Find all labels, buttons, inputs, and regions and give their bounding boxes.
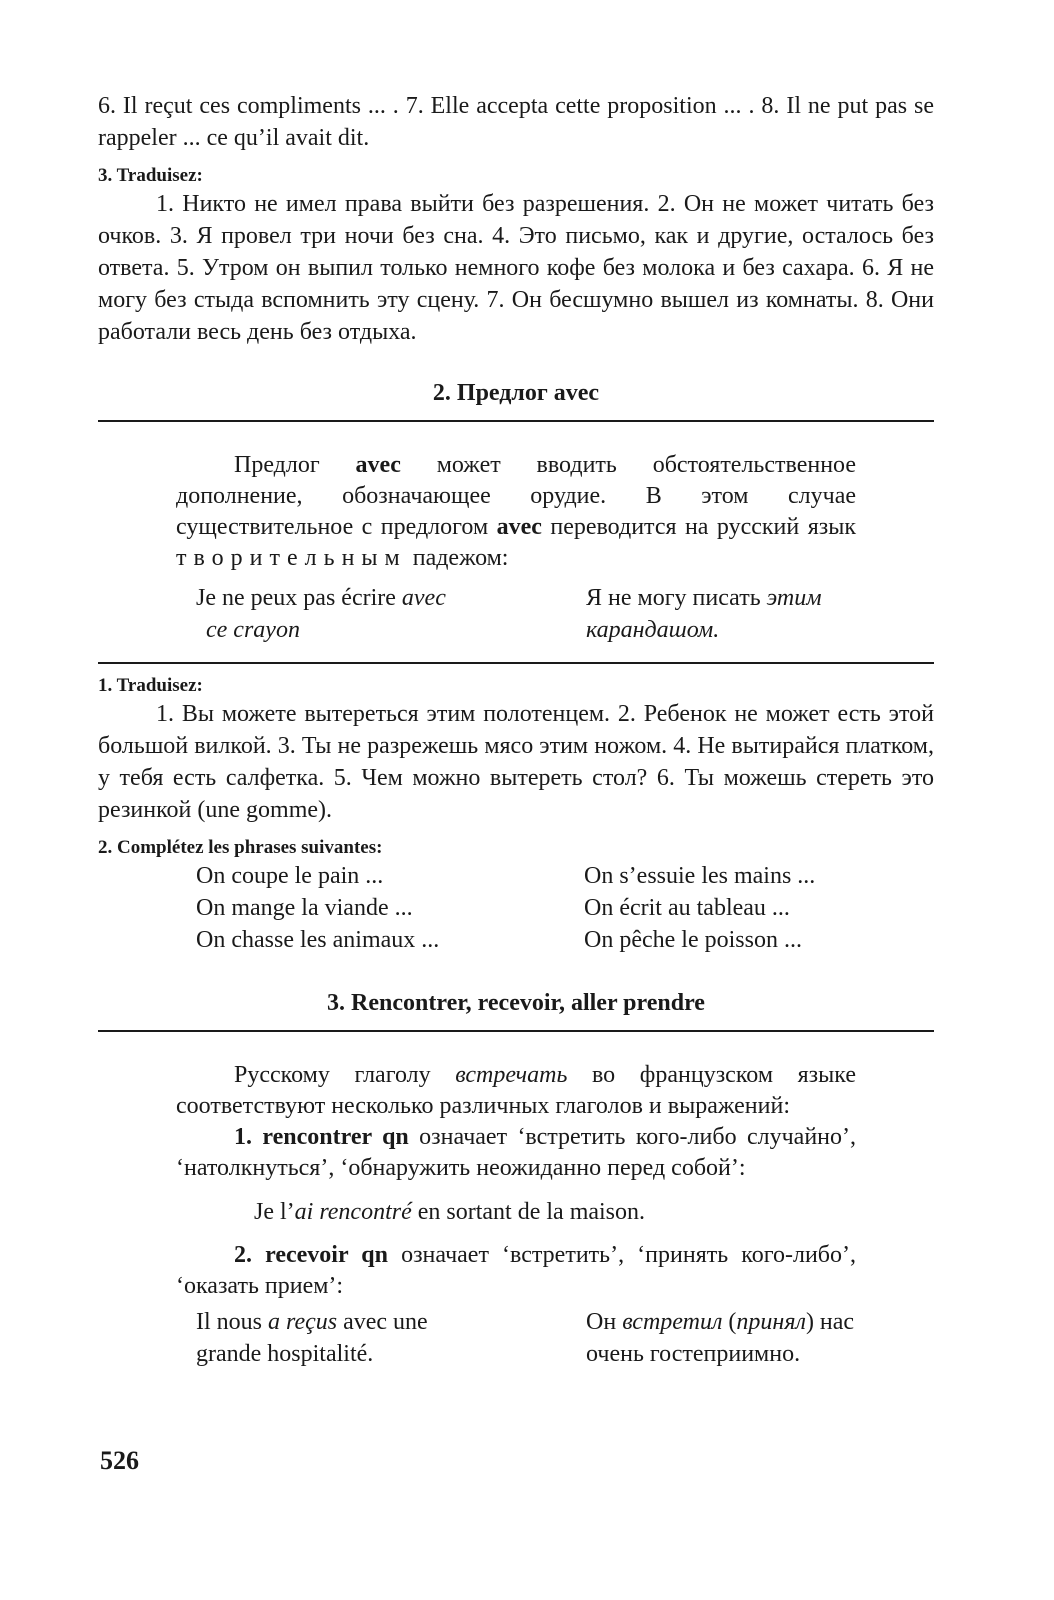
example-italic: принял (736, 1309, 806, 1335)
rule-text-part: означает ‘встретить’, ‘принять кого-либо’, ‘оказать прием’: (176, 1242, 856, 1299)
example-french (98, 582, 586, 646)
page-number: 526 (100, 1446, 139, 1475)
completion-item: On pêche le poisson ... (584, 927, 802, 953)
rule-term: 2. recevoir qn (234, 1242, 388, 1268)
completion-item: On coupe le pain ... (196, 863, 384, 889)
example-text: Je ne peux pas écrire (196, 585, 402, 611)
example-text: avec une (337, 1309, 428, 1335)
rule-box (98, 1060, 934, 1184)
completion-item: On s’essuie les mains ... (584, 863, 816, 889)
completion-item: On écrit au tableau ... (584, 895, 790, 921)
exercise-heading: 3. Traduisez: (98, 165, 203, 186)
rule-text (176, 1060, 856, 1122)
example-russian (586, 582, 934, 646)
rule-text-part: переводится на русский язык (541, 514, 856, 540)
example-italic: avec (401, 585, 446, 611)
rule-keyword: avec (355, 452, 401, 478)
example-russian (586, 1306, 934, 1370)
example-text: en sortant de la maison. (411, 1199, 646, 1225)
rule-text-part: Русскому глаголу (234, 1062, 456, 1088)
example-italic: встретил (622, 1309, 723, 1335)
example-italic: ce crayon (206, 617, 300, 643)
completion-item: On mange la viande ... (196, 895, 413, 921)
completion-columns (98, 860, 934, 956)
rule-text-part: падежом: (406, 545, 509, 571)
rule-box (98, 1240, 934, 1302)
rule-text-part: означает ‘встретить кого-либо случайно’, ‘натолкнуться’, ‘обнаружить неожиданно перед собой’: (176, 1124, 856, 1181)
example-text: Он (586, 1309, 623, 1335)
rule-text-part: Предлог (234, 452, 356, 478)
example-text: Я не могу писать (586, 585, 767, 611)
rule-text-part: может вводить обстоятельственное дополнение, обозначающее орудие. В этом случае существительное с предлогом (176, 452, 856, 540)
continuation-text: 6. Il reçut ces compliments ... . 7. Elle accepta cette proposition ... . 8. Il ne put pas se rappeler ... ce qu’il avait dit. (98, 93, 934, 151)
completion-item: On chasse les animaux ... (196, 927, 440, 953)
example-sentence (98, 1196, 934, 1228)
example-french (98, 1306, 586, 1370)
rule-text (176, 450, 856, 574)
example-text: Il nous (196, 1309, 268, 1335)
rule-italic: встречать (455, 1062, 568, 1088)
example-pair (98, 1306, 934, 1370)
example-italic: этим (766, 585, 822, 611)
section-title: 3. Rencontrer, recevoir, aller prendre (98, 988, 934, 1032)
rule-item (176, 1122, 856, 1184)
rule-box (98, 450, 934, 574)
exercise-text: 1. Вы можете вытереться этим полотенцем. 2. Ребенок не может есть этой большой вилкой. 3. Ты не разрежешь мясо этим ножом. 4. Не вытирайся платком, у тебя есть салфетка. 5. Чем можно вытереть стол? 6. Ты можешь стереть это резинкой (une gomme). (98, 701, 934, 823)
example-italic: карандашом. (586, 617, 720, 643)
example-text: ) нас (805, 1309, 855, 1335)
example-pair (98, 582, 934, 646)
example-text: Je l’ (254, 1199, 295, 1225)
completion-right (584, 860, 815, 956)
rule-keyword: avec (496, 514, 542, 540)
exercise-heading: 2. Complétez les phrases suivantes: (98, 837, 383, 858)
example-text: grande hospitalité. (196, 1341, 374, 1367)
page-content (98, 90, 934, 1370)
example-italic: a reçus (268, 1309, 338, 1335)
example-text: очень гостеприимно. (586, 1341, 801, 1367)
exercise-text: 1. Никто не имел права выйти без разрешения. 2. Он не может читать без очков. 3. Я провел три ночи без сна. 4. Это письмо, как и другие, осталось без ответа. 5. Утром он выпил только немного кофе без молока и без сахара. 6. Я не могу без стыда вспомнить эту сцену. 7. Он бесшумно вышел из комнаты. 8. Они работали весь день без отдыха. (98, 191, 934, 345)
rule-item (176, 1240, 856, 1302)
completion-left (196, 860, 584, 956)
section-divider (98, 662, 934, 664)
exercise-heading: 1. Traduisez: (98, 675, 203, 696)
rule-spaced-word: творительным (176, 545, 407, 571)
section-title: 2. Предлог avec (98, 378, 934, 422)
rule-text-part: во французском языке соответствуют несколько различных глаголов и выражений: (176, 1062, 856, 1119)
rule-term: 1. rencontrer qn (234, 1124, 409, 1150)
example-text: ( (722, 1309, 737, 1335)
example-italic: ai rencontré (294, 1199, 412, 1225)
